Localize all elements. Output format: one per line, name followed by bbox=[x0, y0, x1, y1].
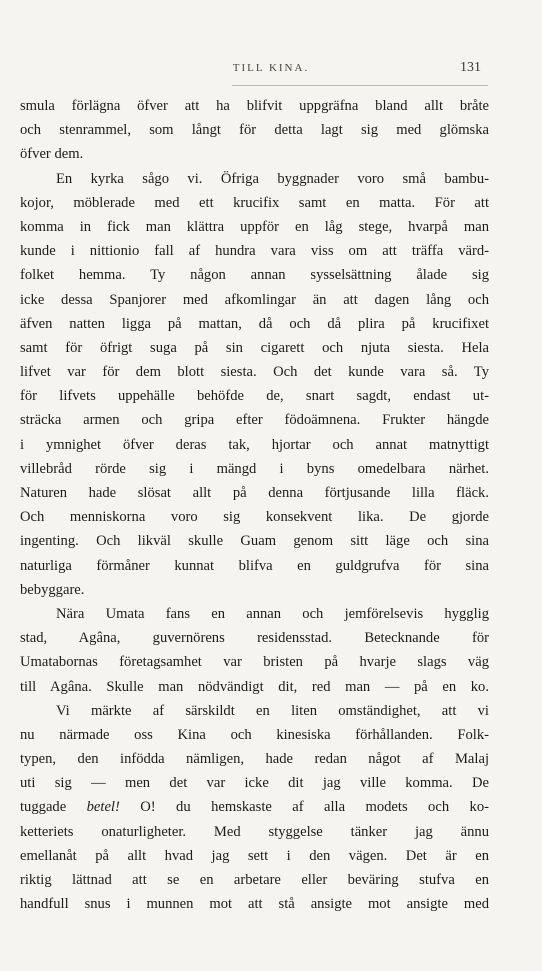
text-line: kojor, möblerade med ett krucifix samt en matta. För att bbox=[20, 194, 489, 211]
text-line: ketteriets onaturligheter. Med styggelse tänker jag ännu bbox=[20, 823, 489, 840]
text-line: öfver dem. bbox=[20, 146, 84, 163]
text-line: Vi märkte af särskildt en liten omständighet, att vi bbox=[56, 702, 489, 719]
running-title: TILL KINA. bbox=[232, 62, 310, 74]
body-text bbox=[20, 94, 489, 916]
text-line: villebråd rörde sig i mängd i byns omedelbara närhet. bbox=[20, 460, 489, 477]
page-number: 131 bbox=[460, 60, 481, 75]
text-line: Naturen hade slösat allt på denna förtjusande lilla fläck. bbox=[20, 485, 489, 501]
text-line: uti sig — men det var icke dit jag ville komma. De bbox=[20, 775, 489, 792]
text-line bbox=[20, 795, 489, 819]
text-line: icke dessa Spanjorer med afkomlingar än att dagen lång och bbox=[20, 291, 489, 308]
header-rule bbox=[232, 85, 488, 86]
text-segment: O! du hemskaste af alla modets och ko- bbox=[119, 799, 489, 816]
text-line: bebyggare. bbox=[20, 581, 85, 598]
text-line: smula förlägna öfver att ha blifvit uppgräfna bland allt bråte bbox=[20, 98, 489, 114]
text-line: Nära Umata fans en annan och jemförelsevis hygglig bbox=[56, 605, 489, 622]
text-line: till Agâna. Skulle man nödvändigt dit, red man — på en ko. bbox=[20, 678, 489, 695]
text-line: nu närmade oss Kina och kinesiska förhållanden. Folk- bbox=[20, 726, 489, 743]
text-line: handfull snus i munnen mot att stå ansigte mot ansigte med bbox=[20, 896, 489, 913]
text-line: kunde i nittionio fall af hundra vara viss om att träffa värd- bbox=[20, 243, 489, 260]
text-line: naturliga förmåner kunnat blifva en guldgrufva för sina bbox=[20, 557, 489, 574]
text-line: emellanåt på allt hvad jag sett i den vägen. Det är en bbox=[20, 847, 489, 864]
text-line: sträcka armen och gripa efter födoämnena. Frukter hängde bbox=[20, 412, 489, 429]
text-line: typen, den infödda nämligen, hade redan något af Malaj bbox=[20, 751, 489, 768]
text-line: folket hemma. Ty någon annan sysselsättning ålade sig bbox=[20, 267, 489, 284]
italic-word: betel! bbox=[86, 799, 120, 816]
text-line: riktig lättnad att se en arbetare eller beväring stufva en bbox=[20, 872, 489, 888]
text-line: lifvet var för dem blott siesta. Och det kunde vara så. Ty bbox=[20, 364, 489, 381]
text-line: och stenrammel, som långt för detta lagt sig med glömska bbox=[20, 122, 489, 139]
text-line: Och menniskorna voro sig konsekvent lika. De gjorde bbox=[20, 509, 489, 526]
text-line: äfven natten ligga på mattan, då och då plira på krucifixet bbox=[20, 315, 489, 332]
text-line: i ymnighet öfver deras tak, hjortar och annat matnyttigt bbox=[20, 436, 489, 453]
text-line: för lifvets uppehälle behöfde de, snart sagdt, endast ut- bbox=[20, 388, 489, 405]
text-segment: tuggade bbox=[20, 799, 87, 816]
text-line: stad, Agâna, guvernörens residensstad. Betecknande för bbox=[20, 630, 489, 647]
text-line: komma in fick man klättra uppför en låg stege, hvarpå man bbox=[20, 218, 489, 235]
text-line: En kyrka sågo vi. Öfriga byggnader voro små bambu- bbox=[56, 170, 489, 187]
text-line: ingenting. Och likväl skulle Guam genom sitt läge och sina bbox=[20, 533, 489, 550]
text-line: Umatabornas företagsamhet var bristen på hvarje slags väg bbox=[20, 654, 489, 671]
text-line: samt för öfrigt suga på sin cigarett och njuta siesta. Hela bbox=[20, 339, 489, 356]
